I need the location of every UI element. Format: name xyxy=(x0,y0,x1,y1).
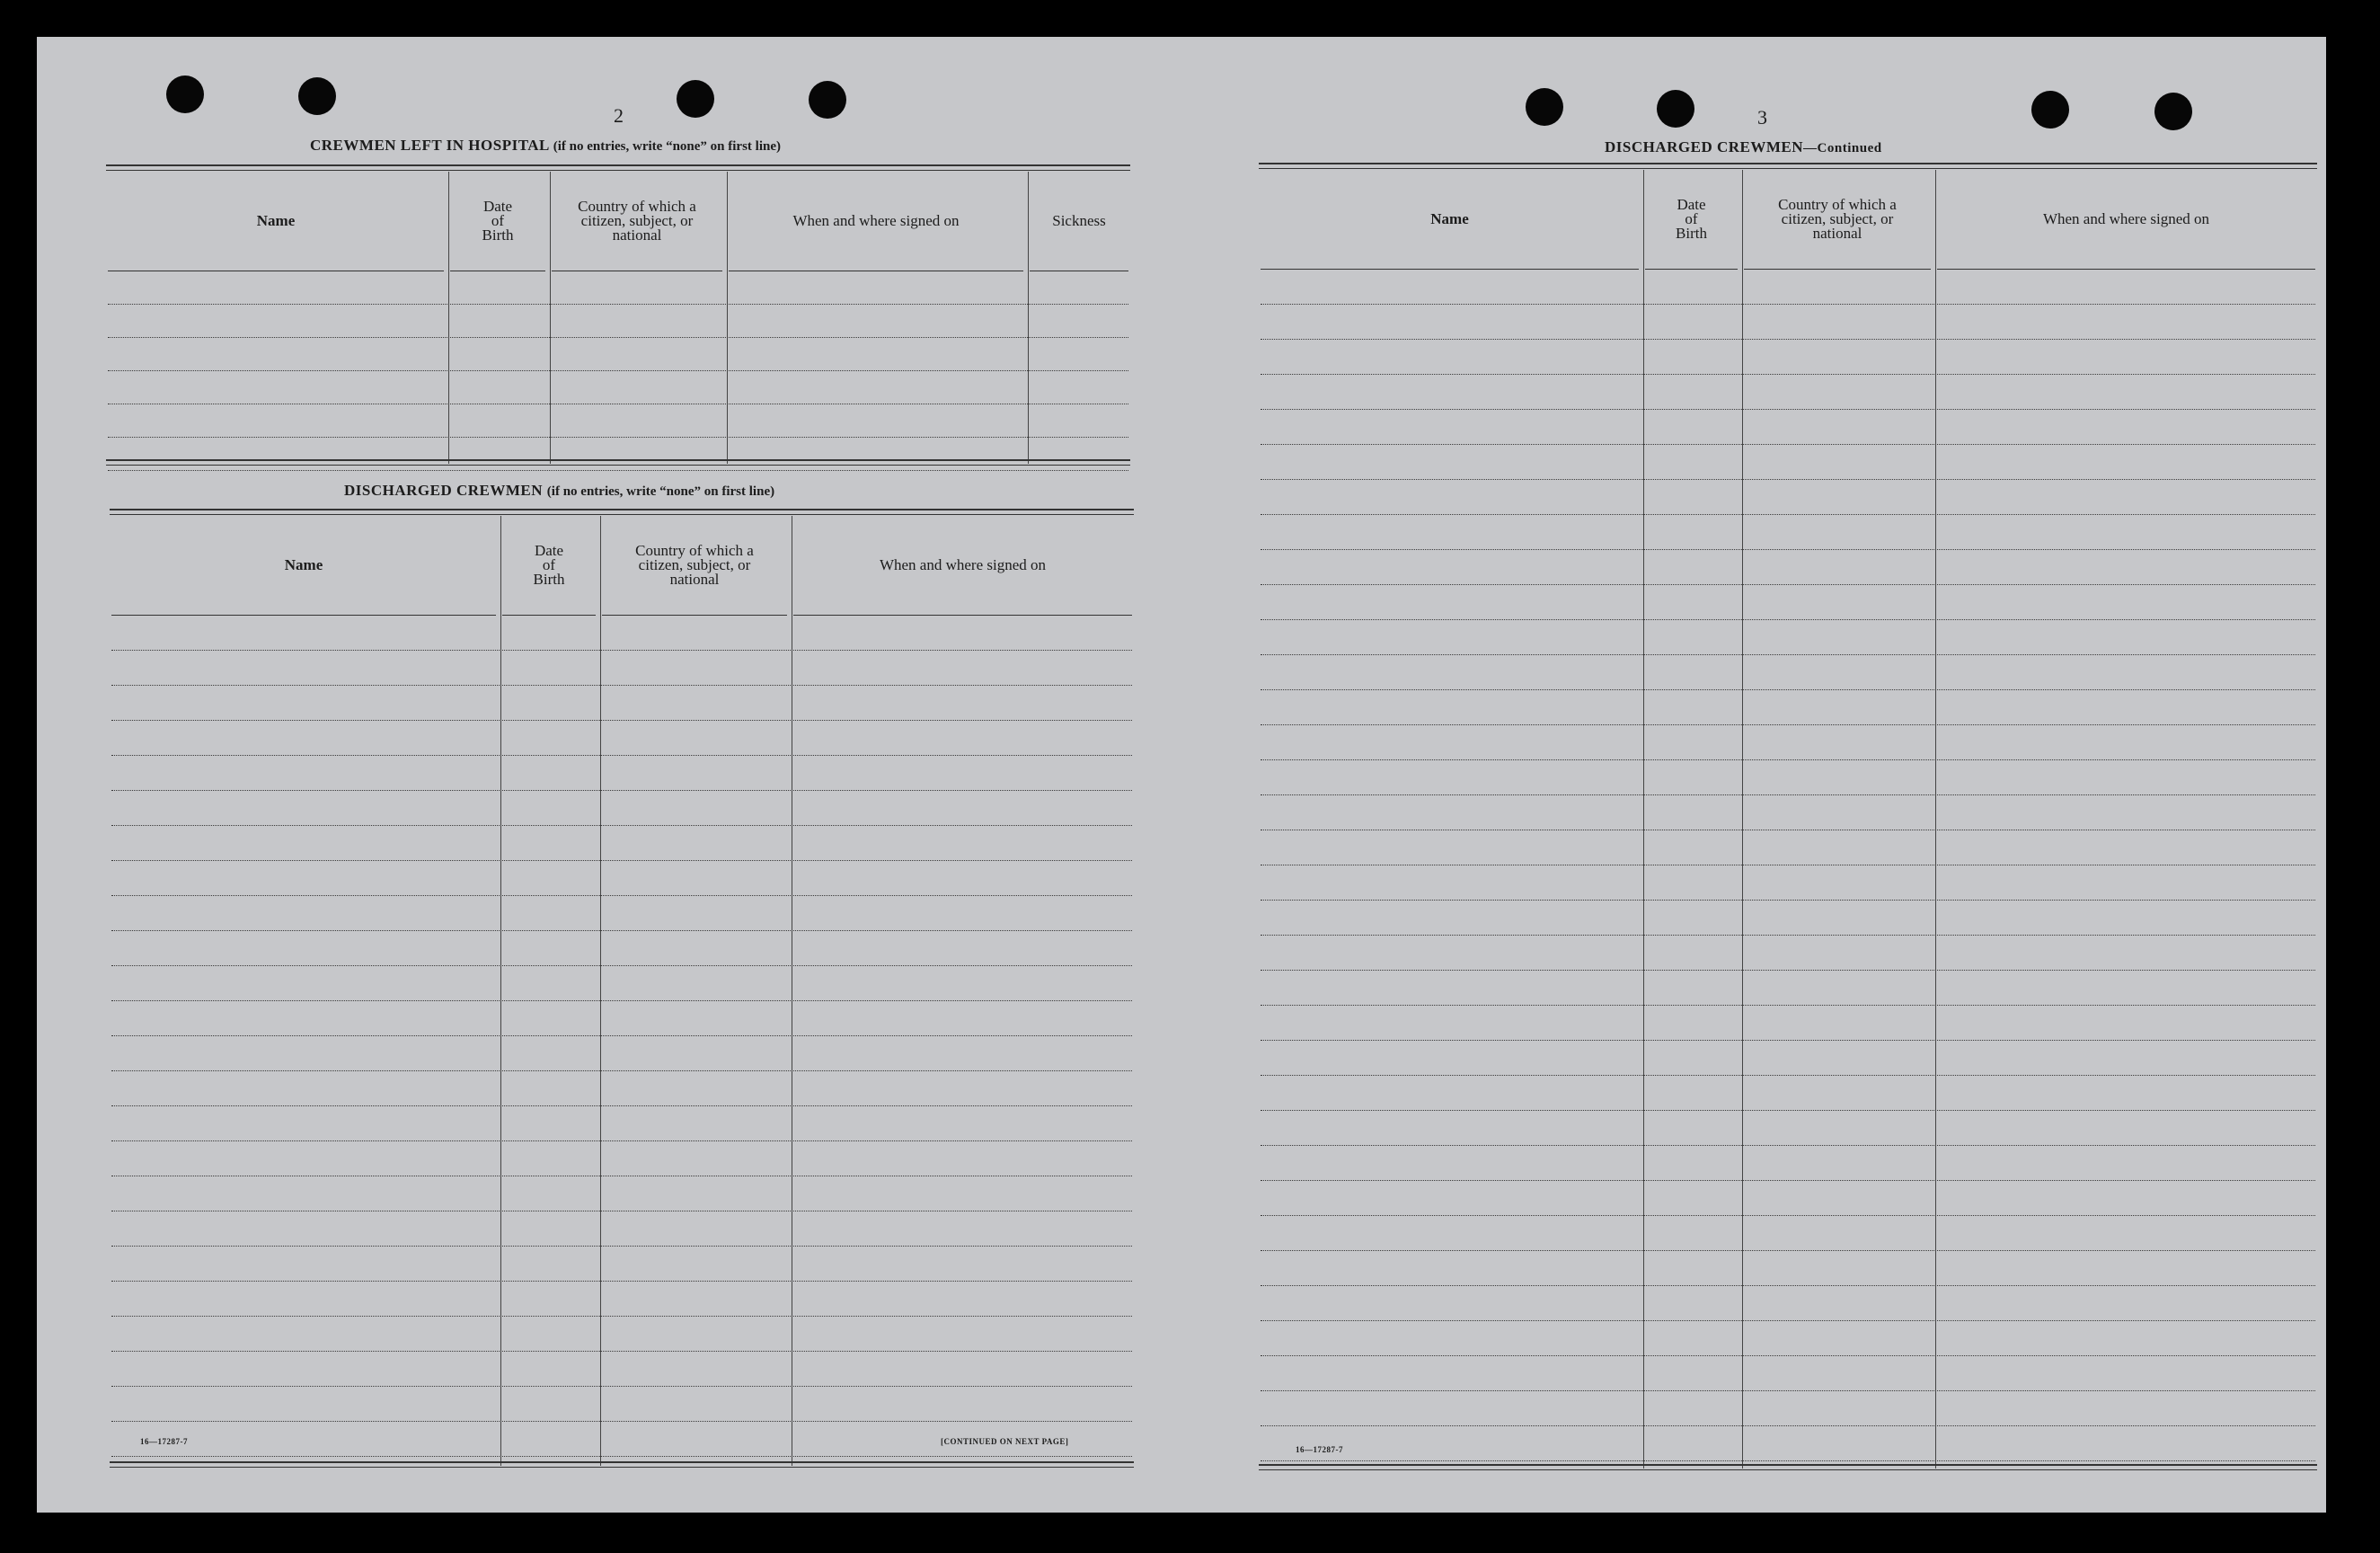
hospital-section-note: (if no entries, write “none” on first line) xyxy=(553,139,781,154)
entry-row-line[interactable] xyxy=(1261,584,2315,585)
continued-label: —Continued xyxy=(1803,141,1882,155)
entry-row-line[interactable] xyxy=(1261,1460,2315,1461)
header-country: Country of which a citizen, subject, or national xyxy=(1778,196,1897,242)
entry-row-line[interactable] xyxy=(1261,935,2315,936)
header-underline xyxy=(1645,269,1738,270)
entry-row-line[interactable] xyxy=(111,1386,1132,1387)
continued-section-title-text: DISCHARGED CREWMEN xyxy=(1605,138,1804,155)
entry-row-line[interactable] xyxy=(111,1000,1132,1001)
column-divider xyxy=(1643,170,1644,1469)
continued-note: [CONTINUED ON NEXT PAGE] xyxy=(941,1437,1069,1446)
table-bottom-rule xyxy=(110,1461,1134,1468)
column-divider xyxy=(1028,172,1029,464)
header-underline xyxy=(111,615,496,616)
column-divider xyxy=(1742,170,1743,1469)
entry-row-line[interactable] xyxy=(1261,304,2315,305)
header-sickness: Sickness xyxy=(1052,212,1106,229)
hospital-top-rule xyxy=(106,164,1130,171)
discharged-section-note: (if no entries, write “none” on first line) xyxy=(546,484,775,499)
entry-row-line[interactable] xyxy=(1261,374,2315,375)
entry-row-line[interactable] xyxy=(1261,1075,2315,1076)
punch-hole xyxy=(2031,91,2069,129)
continued-section-title xyxy=(1605,138,1882,156)
entry-row-line[interactable] xyxy=(111,1035,1132,1036)
punch-hole xyxy=(298,77,336,115)
entry-row-line[interactable] xyxy=(1261,409,2315,410)
header-date-of-birth: Date of Birth xyxy=(533,542,565,588)
entry-row-line[interactable] xyxy=(1261,724,2315,725)
entry-row-line[interactable] xyxy=(1261,549,2315,550)
entry-row-line[interactable] xyxy=(1261,1180,2315,1181)
entry-row-line[interactable] xyxy=(111,685,1132,686)
column-divider xyxy=(448,172,449,464)
entry-row-line[interactable] xyxy=(1261,514,2315,515)
form-number-right: 16—17287-7 xyxy=(1296,1445,1343,1454)
header-underline xyxy=(502,615,596,616)
header-country: Country of which a citizen, subject, or national xyxy=(635,542,754,588)
punch-hole xyxy=(1526,88,1563,126)
header-underline xyxy=(1937,269,2315,270)
header-underline xyxy=(1261,269,1639,270)
entry-row-line[interactable] xyxy=(111,1070,1132,1071)
entry-row-line[interactable] xyxy=(111,1421,1132,1422)
discharged-table xyxy=(110,516,1134,1466)
column-divider xyxy=(1935,170,1936,1469)
continued-table xyxy=(1259,170,2317,1469)
entry-row-line[interactable] xyxy=(108,437,1128,438)
entry-row-line[interactable] xyxy=(111,1246,1132,1247)
entry-row-line[interactable] xyxy=(108,470,1128,471)
column-divider xyxy=(500,516,501,1466)
entry-row-line[interactable] xyxy=(1261,1040,2315,1041)
header-signed-on: When and where signed on xyxy=(792,212,960,229)
entry-row-line[interactable] xyxy=(111,1281,1132,1282)
entry-row-line[interactable] xyxy=(111,1351,1132,1352)
entry-row-line[interactable] xyxy=(1261,339,2315,340)
entry-row-line[interactable] xyxy=(1261,1285,2315,1286)
entry-row-line[interactable] xyxy=(1261,1110,2315,1111)
punch-hole xyxy=(809,81,846,119)
entry-row-line[interactable] xyxy=(1261,619,2315,620)
header-underline xyxy=(793,615,1132,616)
column-divider xyxy=(550,172,551,464)
table-bottom-rule xyxy=(1259,1464,2317,1470)
hospital-section-title xyxy=(310,137,781,155)
header-signed-on: When and where signed on xyxy=(879,556,1047,573)
entry-row-line[interactable] xyxy=(1261,1250,2315,1251)
entry-row-line[interactable] xyxy=(111,1456,1132,1457)
header-country: Country of which a citizen, subject, or national xyxy=(578,198,696,244)
scanned-form-sheet xyxy=(37,37,2326,1513)
entry-row-line[interactable] xyxy=(1261,1425,2315,1426)
entry-row-line[interactable] xyxy=(1261,689,2315,690)
discharged-top-rule xyxy=(110,509,1134,515)
form-number-left: 16—17287-7 xyxy=(140,1437,188,1446)
entry-row-line[interactable] xyxy=(1261,1320,2315,1321)
header-underline xyxy=(1744,269,1931,270)
entry-row-line[interactable] xyxy=(1261,444,2315,445)
punch-hole xyxy=(166,75,204,113)
entry-row-line[interactable] xyxy=(1261,1005,2315,1006)
header-name: Name xyxy=(1430,210,1469,227)
entry-row-line[interactable] xyxy=(108,304,1128,305)
page-number-right: 3 xyxy=(1757,106,1767,129)
header-name: Name xyxy=(256,212,296,229)
entry-row-line[interactable] xyxy=(111,1105,1132,1106)
entry-row-line[interactable] xyxy=(111,825,1132,826)
continued-top-rule xyxy=(1259,163,2317,169)
hospital-section-title-text: CREWMEN LEFT IN HOSPITAL xyxy=(310,137,549,154)
header-date-of-birth: Date of Birth xyxy=(1676,196,1707,242)
header-date-of-birth: Date of Birth xyxy=(482,198,514,244)
entry-row-line[interactable] xyxy=(111,860,1132,861)
page-number-left: 2 xyxy=(614,104,624,127)
column-divider xyxy=(727,172,728,464)
entry-row-line[interactable] xyxy=(1261,1390,2315,1391)
entry-row-line[interactable] xyxy=(108,370,1128,371)
entry-row-line[interactable] xyxy=(111,930,1132,931)
entry-row-line[interactable] xyxy=(108,337,1128,338)
entry-row-line[interactable] xyxy=(1261,794,2315,795)
header-name: Name xyxy=(284,556,323,573)
punch-hole xyxy=(1657,90,1694,128)
entry-row-line[interactable] xyxy=(1261,654,2315,655)
table-bottom-rule xyxy=(106,459,1130,466)
punch-hole xyxy=(2154,93,2192,130)
entry-row-line[interactable] xyxy=(1261,479,2315,480)
discharged-section-title xyxy=(344,482,774,500)
column-divider xyxy=(600,516,601,1466)
entry-row-line[interactable] xyxy=(1261,1215,2315,1216)
punch-hole xyxy=(677,80,714,118)
entry-row-line[interactable] xyxy=(111,895,1132,896)
header-signed-on: When and where signed on xyxy=(2042,210,2210,227)
entry-row-line[interactable] xyxy=(1261,1355,2315,1356)
entry-row-line[interactable] xyxy=(111,790,1132,791)
entry-row-line[interactable] xyxy=(111,965,1132,966)
entry-row-line[interactable] xyxy=(111,650,1132,651)
entry-row-line[interactable] xyxy=(111,1316,1132,1317)
header-underline xyxy=(602,615,787,616)
hospital-table xyxy=(106,172,1130,464)
entry-row-line[interactable] xyxy=(1261,759,2315,760)
entry-row-line[interactable] xyxy=(111,720,1132,721)
entry-row-line[interactable] xyxy=(111,1140,1132,1141)
entry-row-line[interactable] xyxy=(111,755,1132,756)
discharged-section-title-text: DISCHARGED CREWMEN xyxy=(344,482,544,499)
entry-row-line[interactable] xyxy=(1261,970,2315,971)
entry-row-line[interactable] xyxy=(1261,1145,2315,1146)
entry-row-line[interactable] xyxy=(1261,900,2315,901)
